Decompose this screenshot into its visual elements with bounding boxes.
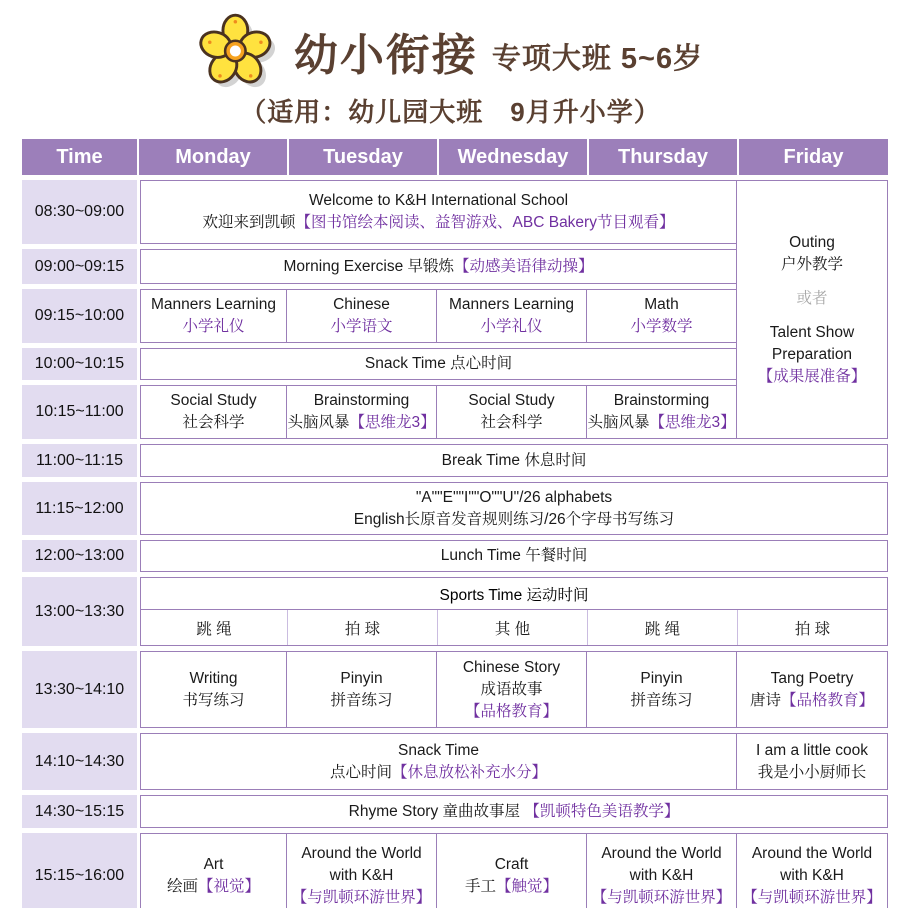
cell-alphabets: "A""E""I""O""U"/26 alphabets English长原音发音规则练习/26个字母书写练习: [140, 482, 888, 535]
time-cell: 14:30~15:15: [22, 795, 137, 828]
cell-tuesday: Around the World with K&H 【与凯顿环游世界】: [287, 833, 437, 908]
header-friday: Friday: [737, 139, 888, 175]
table-row: [22, 651, 888, 728]
cell-monday: Art 绘画【视觉】: [140, 833, 287, 908]
header-time: Time: [56, 145, 103, 168]
timetable: [22, 139, 888, 908]
time-cell: 10:00~10:15: [22, 348, 137, 380]
cell-friday: Around the World with K&H 【与凯顿环游世界】: [737, 833, 888, 908]
time-cell: 13:00~13:30: [22, 577, 137, 646]
cell-monday: Writing 书写练习: [140, 651, 287, 728]
header-monday: Monday: [137, 139, 287, 175]
cell-thursday: Around the World with K&H 【与凯顿环游世界】: [587, 833, 737, 908]
cell-tuesday: Brainstorming 头脑风暴【思维龙3】: [287, 385, 437, 439]
cell-thursday: Math 小学数学: [587, 289, 737, 343]
cell-text: Morning Exercise 早锻炼【动感美语律动操】: [283, 257, 594, 275]
sport-monday: 跳 绳: [196, 620, 232, 638]
table-row: [22, 795, 888, 828]
header-wednesday: Wednesday: [437, 139, 587, 175]
table-row: [22, 540, 888, 572]
talent-show-en1: Talent Show: [769, 323, 855, 341]
cell-friday-outing: [736, 180, 888, 439]
cell-wednesday: Chinese Story 成语故事 【品格教育】: [437, 651, 587, 728]
cell-friday: I am a little cook 我是小小厨师长: [737, 733, 888, 790]
table-row: [22, 833, 888, 908]
sports-subrow: [141, 610, 887, 645]
cell-monday: Manners Learning 小学礼仪: [140, 289, 287, 343]
cell-wednesday: Social Study 社会科学: [437, 385, 587, 439]
title-main: 幼小衔接: [293, 31, 478, 80]
table-row: [22, 733, 888, 790]
cell-monday: Social Study 社会科学: [140, 385, 287, 439]
time-cell: 10:15~11:00: [22, 385, 137, 439]
cell-friday: Tang Poetry 唐诗【品格教育】: [737, 651, 888, 728]
or-label: 或者: [796, 289, 828, 307]
cell-wednesday: Manners Learning 小学礼仪: [437, 289, 587, 343]
cell-morning-exercise: [140, 249, 737, 284]
time-cell: 09:15~10:00: [22, 289, 137, 343]
cell-break: Break Time 休息时间: [140, 444, 888, 477]
cell-tuesday: Chinese 小学语文: [287, 289, 437, 343]
sport-friday: 拍 球: [737, 610, 887, 645]
cell-wednesday: Craft 手工【触觉】: [437, 833, 587, 908]
cell-snack-afternoon: Snack Time 点心时间【休息放松补充水分】: [140, 733, 737, 790]
time-cell: 11:00~11:15: [22, 444, 137, 477]
table-row: [22, 482, 888, 535]
sport-tuesday: 拍 球: [287, 610, 437, 645]
outing-zh: 户外教学: [780, 255, 843, 273]
header-thursday: Thursday: [587, 139, 737, 175]
sport-thursday: 跳 绳: [587, 610, 737, 645]
time-cell: 15:15~16:00: [22, 833, 137, 908]
time-cell: 11:15~12:00: [22, 482, 137, 535]
cell-text: 欢迎来到凯顿【图书馆绘本阅读、益智游戏、ABC Bakery节目观看】: [202, 214, 675, 231]
table-header: [22, 139, 888, 175]
sport-wednesday: 其 他: [437, 610, 587, 645]
cell-text: Welcome to K&H International School: [308, 192, 569, 209]
time-cell: 08:30~09:00: [22, 180, 137, 244]
time-cell: 14:10~14:30: [22, 733, 137, 790]
cell-snack: Snack Time 点心时间: [140, 348, 737, 380]
title-sub: 专项大班 5~6岁: [491, 42, 704, 75]
cell-rhyme-story: Rhyme Story 童曲故事屋 【凯顿特色美语教学】: [140, 795, 888, 828]
cell-thursday: Pinyin 拼音练习: [587, 651, 737, 728]
cell-welcome: [140, 180, 737, 244]
table-row: [22, 444, 888, 477]
flower-icon: [198, 13, 280, 89]
time-cell: 09:00~09:15: [22, 249, 137, 284]
talent-show-en2: Preparation: [771, 345, 853, 363]
page-title: [0, 0, 901, 129]
title-subtitle: （适用：幼儿园大班 9月升小学）: [240, 97, 661, 127]
header-tuesday: Tuesday: [287, 139, 437, 175]
sports-title: Sports Time 运动时间: [141, 578, 887, 610]
table-row: [22, 577, 888, 646]
outing-en: Outing: [789, 233, 835, 251]
cell-tuesday: Pinyin 拼音练习: [287, 651, 437, 728]
cell-lunch: Lunch Time 午餐时间: [140, 540, 888, 572]
cell-sports-block: [140, 577, 888, 646]
time-cell: 13:30~14:10: [22, 651, 137, 728]
time-cell: 12:00~13:00: [22, 540, 137, 572]
cell-thursday: Brainstorming 头脑风暴【思维龙3】: [587, 385, 737, 439]
talent-show-zh: 【成果展准备】: [757, 367, 867, 385]
